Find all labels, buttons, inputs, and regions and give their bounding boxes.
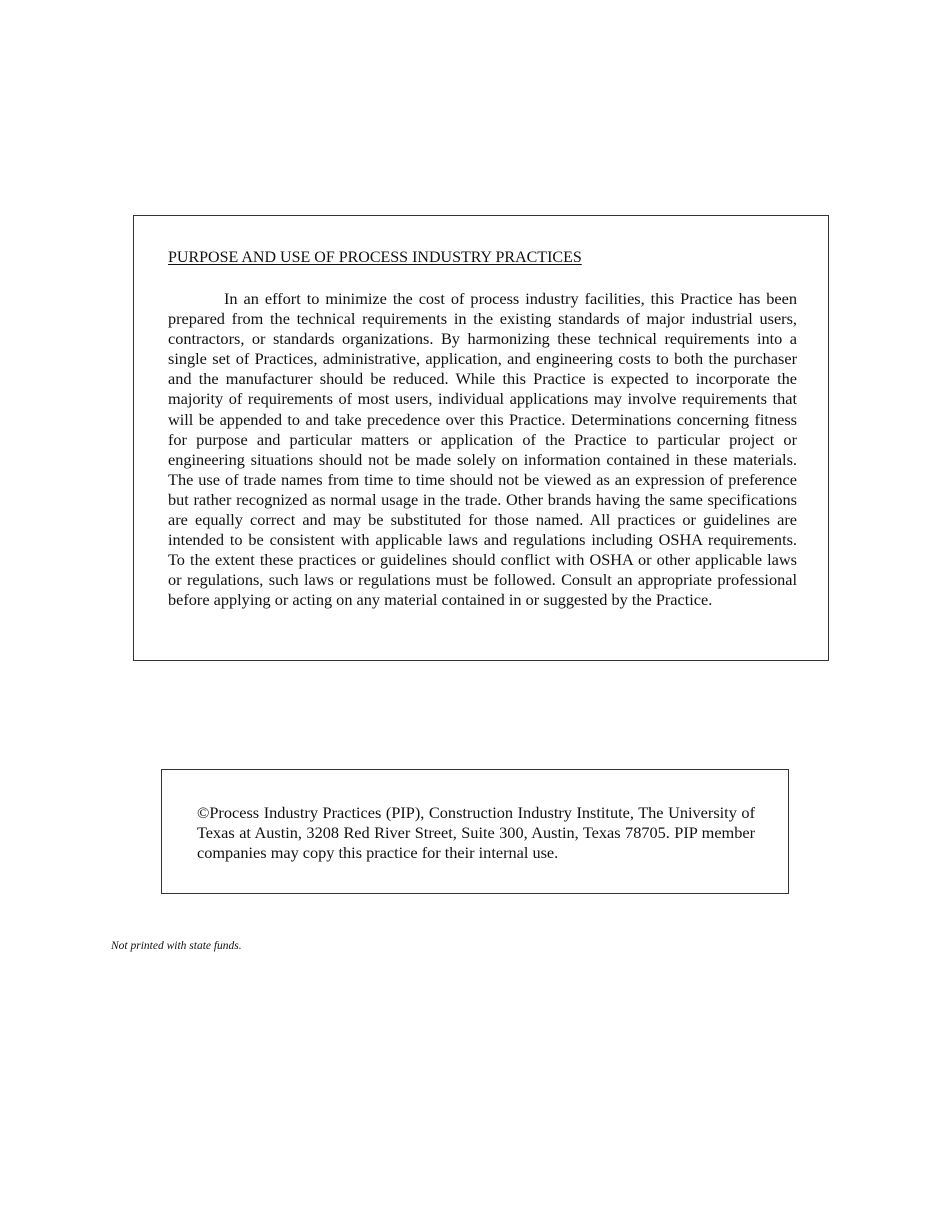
purpose-and-use-box [133,215,829,661]
copyright-box [161,769,789,894]
purpose-body-paragraph: In an effort to minimize the cost of process industry facilities, this Practice has been prepared from the technical requirements in the existing standards of major industrial users, contractors, or standards organizations. By harmonizing these technical requirements into a single set of Practices, administrative, application, and engineering costs to both the purchaser and the manufacturer should be reduced. While this Practice is expected to incorporate the majority of requirements of most users, individual applications may involve requirements that will be appended to and take precedence over this Practice. Determinations concerning fitness for purpose and particular matters or application of the Practice to particular project or engineering situations should not be made solely on information contained in these materials. The use of trade names from time to time should not be viewed as an expression of preference but rather recognized as normal usage in the trade. Other brands having the same specifications are equally correct and may be substituted for those named. All practices or guidelines are intended to be consistent with applicable laws and regulations including OSHA requirements. To the extent these practices or guidelines should conflict with OSHA or other applicable laws or regulations, such laws or regulations must be followed. Consult an appropriate professional before applying or acting on any material contained in or suggested by the Practice. [168,289,797,610]
copyright-notice: ©Process Industry Practices (PIP), Construction Industry Institute, The University of Texas at Austin, 3208 Red River Street, Suite 300, Austin, Texas 78705. PIP member companies may copy this practice for their internal use. [197,803,755,863]
funding-footnote: Not printed with state funds. [111,940,242,952]
purpose-heading: PURPOSE AND USE OF PROCESS INDUSTRY PRACTICES [168,249,582,266]
